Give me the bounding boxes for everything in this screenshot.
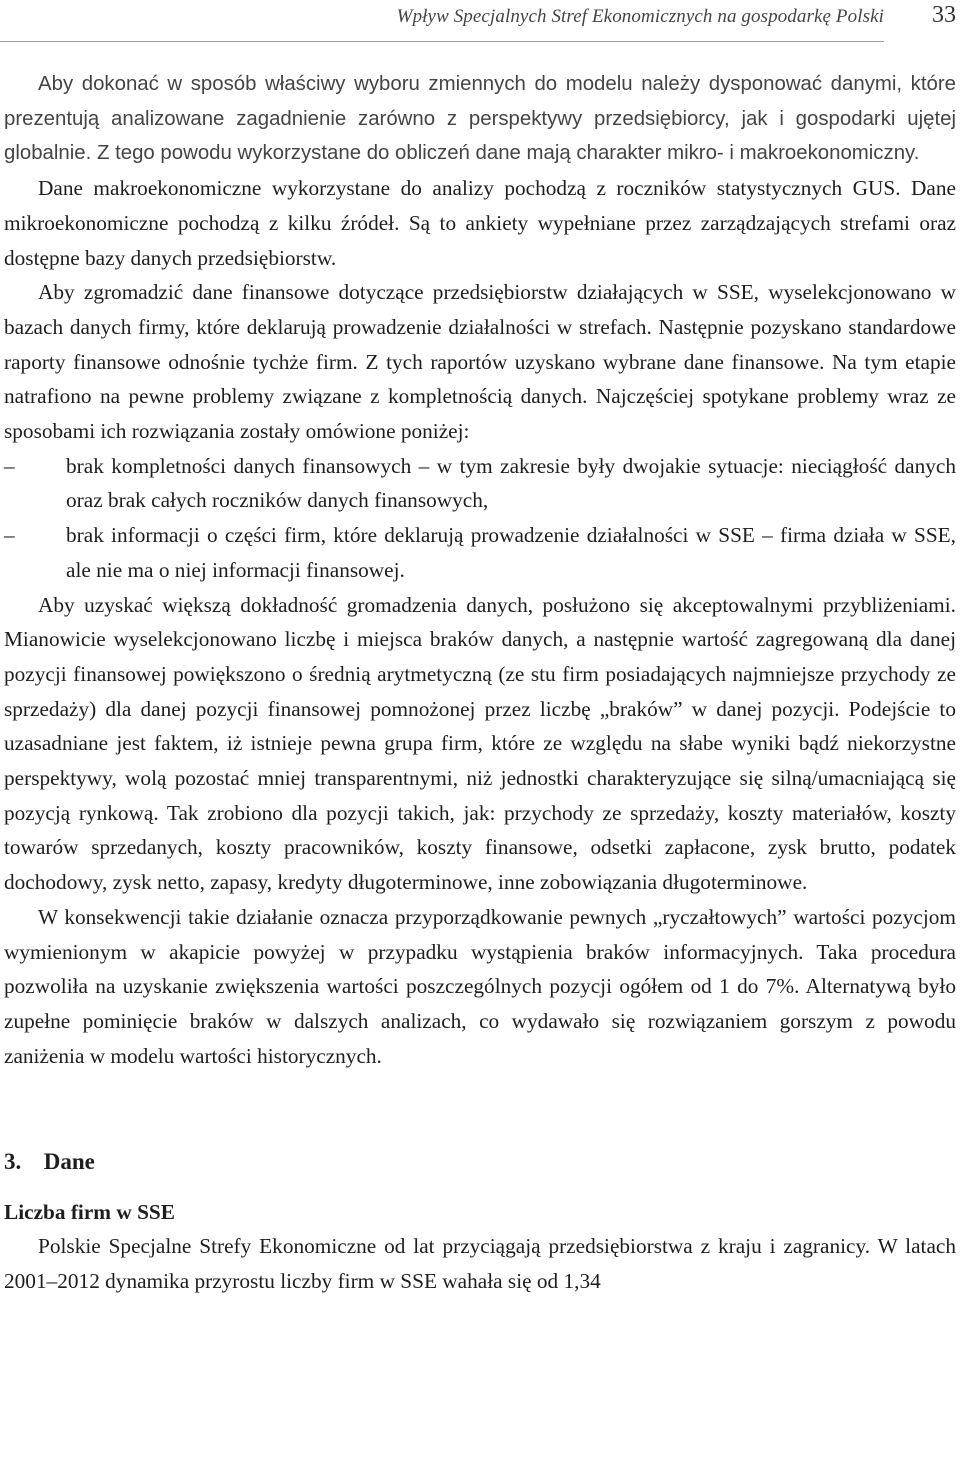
list-item-text: brak kompletności danych finansowych – w tym zakresie były dwojakie sytuacje: nieciągłość danych oraz brak całych roczników danych finansowych, <box>66 453 956 513</box>
problem-list <box>4 449 956 588</box>
paragraph-4: Aby uzyskać większą dokładność gromadzenia danych, posłużono się akceptowalnymi przybliżeniami. Mianowicie wyselekcjonowano liczbę i miejsca braków danych, a następnie wartość zagregowaną dla danej pozycji finansowej powiększono o średnią arytmetyczną (ze stu firm posiadających najmniejsze przychody ze sprzedaży) dla danej pozycji finansowej pomnożonej przez liczbę „braków” w danej pozycji. Podejście to uzasadniane jest faktem, iż istnieje pewna grupa firm, które ze względu na słabe wyniki bądź niekorzystne perspektywy, wolą pozostać mniej transparentnymi, niż jednostki charakteryzujące się silną/umacniającą się pozycją rynkową. Tak zrobiono dla pozycji takich, jak: przychody ze sprzedaży, koszty materiałów, koszty towarów sprzedanych, koszty pracowników, koszty finansowe, odsetki zapłacone, zysk brutto, podatek dochodowy, zysk netto, zapasy, kredyty długoterminowe, inne zobowiązania długoterminowe. <box>4 592 956 895</box>
subsection-heading: Liczba firm w SSE <box>4 1200 175 1225</box>
paragraph-1: Aby dokonać w sposób właściwy wyboru zmiennych do modelu należy dysponować danymi, które prezentują analizowane zagadnienie zarówno z perspektywy przedsiębiorcy, jak i gospodarki ujętej globalnie. Z tego powodu wykorzystane do obliczeń dane mają charakter mikro- i makroekonomiczny. <box>4 73 956 165</box>
paragraph-6: Polskie Specjalne Strefy Ekonomiczne od lat przyciągają przedsiębiorstwa z kraju i zagranicy. W latach 2001–2012 dynamika przyrostu liczby firm w SSE wahała się od 1,34 <box>4 1234 956 1294</box>
running-title: Wpływ Specjalnych Stref Ekonomicznych na gospodarkę Polski <box>396 6 884 27</box>
section-number: 3. <box>4 1149 22 1175</box>
dash-marker: – <box>4 453 15 478</box>
list-item <box>4 449 956 518</box>
list-item <box>4 518 956 587</box>
page-header <box>0 0 960 42</box>
header-rule <box>0 41 884 42</box>
paragraph-5: W konsekwencji takie działanie oznacza przyporządkowanie pewnych „ryczałtowych” wartości pozycjom wymienionym w akapicie powyżej w przypadku wystąpienia braków informacyjnych. Taka procedura pozwoliła na uzyskanie zwiększenia wartości poszczególnych pozycji ogółem od 1 do 7%. Alternatywą było zupełne pominięcie braków w dalszych analizach, co wydawało się rozwiązaniem gorszym z powodu zaniżenia w modelu wartości historycznych. <box>4 904 956 1068</box>
list-item-text: brak informacji o części firm, które deklarują prowadzenie działalności w SSE – firma działa w SSE, ale nie ma o niej informacji finansowej. <box>66 523 956 582</box>
paragraph-2: Dane makroekonomiczne wykorzystane do analizy pochodzą z roczników statystycznych GUS. Dane mikroekonomiczne pochodzą z kilku źródeł. Są to ankiety wypełniane przez zarządzających strefami oraz dostępne bazy danych przedsiębiorstw. <box>4 176 956 270</box>
section-title: Dane <box>43 1149 95 1175</box>
dash-marker: – <box>4 523 15 548</box>
paragraph-3: Aby zgromadzić dane finansowe dotyczące przedsiębiorstw działających w SSE, wyselekcjonowano w bazach danych firmy, które deklarują prowadzenie działalności w strefach. Następnie pozyskano standardowe raporty finansowe odnośnie tychże firm. Z tych raportów uzyskano wybrane dane finansowe. Na tym etapie natrafiono na pewne problemy związane z kompletnością danych. Najczęściej spotykane problemy wraz ze sposobami ich rozwiązania zostały omówione poniżej: <box>4 280 956 444</box>
body-text <box>4 67 956 1299</box>
section-heading <box>4 1145 956 1179</box>
page-number: 33 <box>932 2 956 28</box>
